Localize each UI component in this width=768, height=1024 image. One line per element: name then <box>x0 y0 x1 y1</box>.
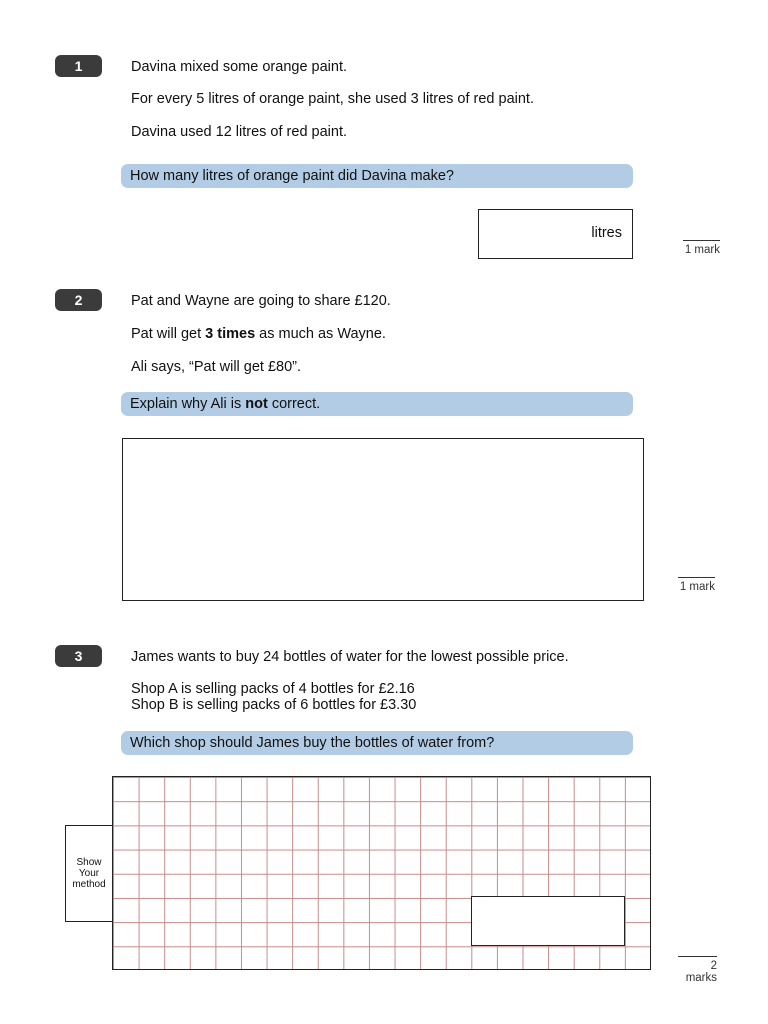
q2-line-2-bold: 3 times <box>205 326 256 342</box>
q2-line-3: Ali says, “Pat will get £80”. <box>131 359 302 375</box>
q3-answer-box[interactable] <box>471 896 625 946</box>
q1-line-3: Davina used 12 litres of red paint. <box>131 124 348 140</box>
q2-line-2 <box>131 326 386 342</box>
q2-line-2-post: as much as Wayne. <box>255 326 386 342</box>
q1-unit-label: litres <box>591 225 622 241</box>
show-method-label-box <box>65 825 113 922</box>
q3-line-2: Shop A is selling packs of 4 bottles for £2.16 <box>131 681 415 697</box>
q1-answer-box[interactable] <box>478 209 633 259</box>
q2-prompt-bold: not <box>245 396 268 412</box>
q1-line-1: Davina mixed some orange paint. <box>131 59 348 75</box>
q2-prompt-pre: Explain why Ali is <box>130 396 246 412</box>
question-3-number: 3 <box>55 645 102 667</box>
q2-line-1: Pat and Wayne are going to share £120. <box>131 293 391 309</box>
q1-prompt: How many litres of orange paint did Davina make? <box>121 164 633 188</box>
q1-mark-label: 1 mark <box>683 240 720 256</box>
q2-line-2-pre: Pat will get <box>131 326 206 342</box>
question-2-number: 2 <box>55 289 102 311</box>
q3-line-1: James wants to buy 24 bottles of water for the lowest possible price. <box>131 649 569 665</box>
q2-answer-box[interactable] <box>122 438 644 601</box>
q3-line-3: Shop B is selling packs of 6 bottles for £3.30 <box>131 697 417 713</box>
show-method-label: Show Your method <box>72 857 106 890</box>
q1-line-2: For every 5 litres of orange paint, she used 3 litres of red paint. <box>131 91 534 107</box>
q2-mark-label: 1 mark <box>678 577 715 593</box>
q2-prompt-post: correct. <box>267 396 321 412</box>
q3-mark-label: 2 marks <box>678 956 717 984</box>
q3-prompt: Which shop should James buy the bottles of water from? <box>121 731 633 755</box>
question-1-number: 1 <box>55 55 102 77</box>
q2-prompt <box>121 392 633 416</box>
